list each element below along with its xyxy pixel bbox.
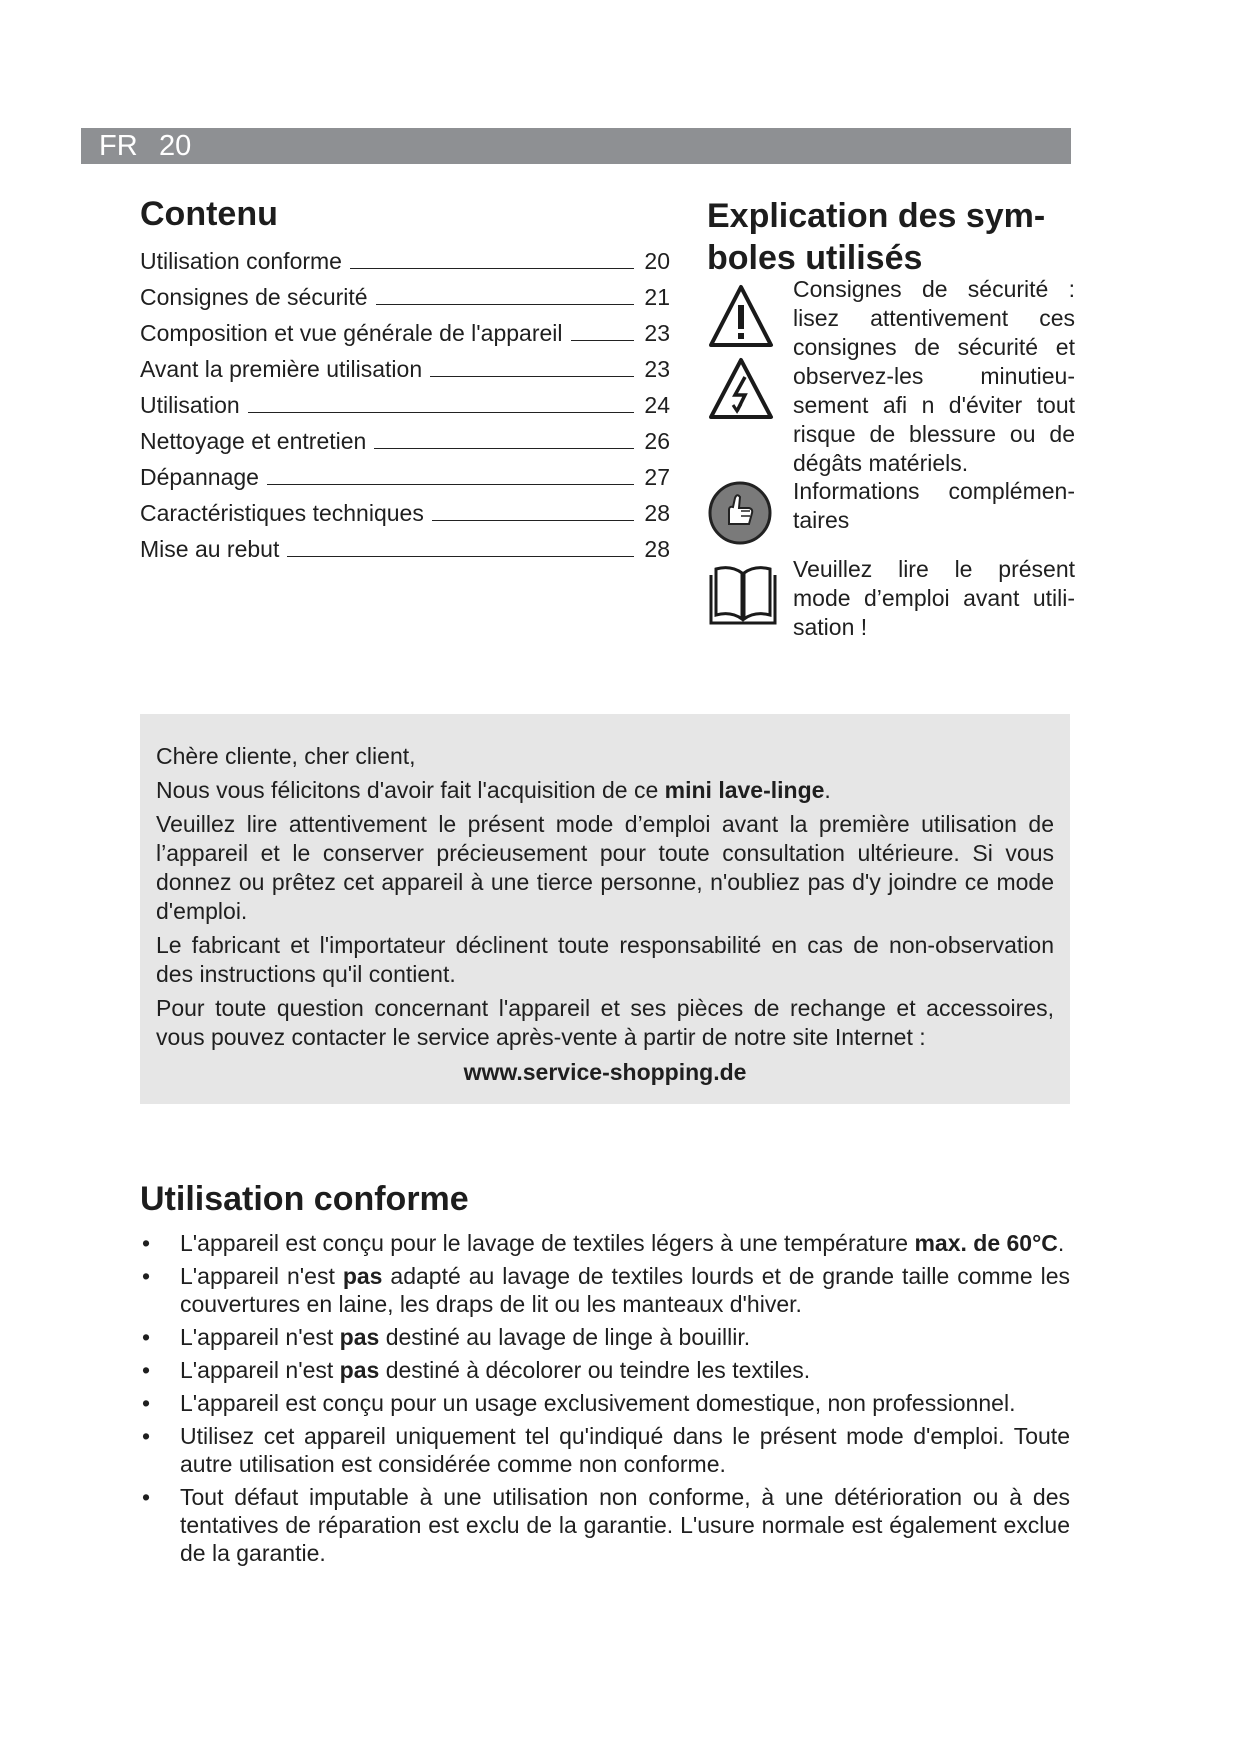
toc-page: 20 xyxy=(644,248,670,274)
toc-leader xyxy=(430,356,634,377)
intended-use-section xyxy=(140,1180,1070,1572)
toc-label: Caractéristiques techniques xyxy=(140,500,424,526)
electrical-hazard-icon xyxy=(707,357,775,421)
toc-leader xyxy=(248,392,634,413)
toc-page: 24 xyxy=(644,392,670,418)
warning-triangle-icon xyxy=(707,283,775,351)
toc-leader xyxy=(432,500,634,521)
read-manual-paragraph: Veuillez lire attentivement le présent mode d’emploi avant la première utilisation de l’appareil et le conserver précieusement pour toute consultation ultérieure. Si vous donnez ou prêtez cet appareil à une tierce personne, n'oubliez pas d'y joindre ce mode d'emploi. xyxy=(156,811,1054,924)
contents-list xyxy=(140,248,670,572)
symbols-title-line-1: Explication des sym- xyxy=(707,197,1046,235)
read-manual-symbol-text: Veuillez lire le présent mode d’emploi avant utili-sation ! xyxy=(793,556,1075,640)
toc-label: Utilisation conforme xyxy=(140,248,342,274)
toc-leader xyxy=(571,320,635,341)
toc-page: 27 xyxy=(644,464,670,490)
info-symbol-text: Informations complémen-taires xyxy=(793,478,1075,533)
list-item: • L'appareil n'est pas destiné à décolorer ou teindre les textiles. xyxy=(140,1356,1070,1384)
safety-symbol-text: Consignes de sécurité : lisez attentivement ces consignes de sécurité et observez-les minutieu-sement afi n d'éviter tout risque de blessure ou de dégâts matériels. xyxy=(793,276,1075,476)
service-paragraph: Pour toute question concernant l'appareil et ses pièces de rechange et accessoires, vous pouvez contacter le service après-vente à partir de notre site Internet : xyxy=(156,995,1054,1050)
toc-entry[interactable] xyxy=(140,428,670,464)
toc-entry[interactable] xyxy=(140,356,670,392)
toc-page: 28 xyxy=(644,536,670,562)
toc-label: Mise au rebut xyxy=(140,536,280,562)
product-name: mini lave-linge xyxy=(664,777,825,803)
page-header xyxy=(81,128,1071,164)
toc-leader xyxy=(287,536,634,557)
toc-entry[interactable] xyxy=(140,392,670,428)
toc-page: 28 xyxy=(644,500,670,526)
language-code: FR xyxy=(99,130,138,162)
list-item: • L'appareil est conçu pour un usage exclusivement domestique, non professionnel. xyxy=(140,1389,1070,1417)
toc-label: Utilisation xyxy=(140,392,240,418)
open-book-icon xyxy=(707,563,779,629)
symbols-section xyxy=(707,195,1087,640)
page-number: 20 xyxy=(159,130,192,162)
intended-use-title: Utilisation conforme xyxy=(140,1180,469,1218)
toc-leader xyxy=(350,248,634,269)
intended-use-list xyxy=(140,1229,1070,1567)
toc-label: Consignes de sécurité xyxy=(140,284,368,310)
toc-page: 23 xyxy=(644,320,670,346)
symbols-title xyxy=(707,195,1072,279)
toc-page: 23 xyxy=(644,356,670,382)
toc-entry[interactable] xyxy=(140,284,670,320)
toc-page: 21 xyxy=(644,284,670,310)
toc-entry[interactable] xyxy=(140,320,670,356)
liability-paragraph: Le fabricant et l'importateur déclinent toute responsabilité en cas de non-observation des instructions qu'il contient. xyxy=(156,932,1054,987)
list-item: • L'appareil n'est pas adapté au lavage de textiles lourds et de grande taille comme les couvertures en laine, les draps de lit ou les manteaux d'hiver. xyxy=(140,1262,1070,1318)
toc-leader xyxy=(376,284,634,305)
symbols-title-line-2: boles utilisés xyxy=(707,239,923,277)
toc-entry[interactable] xyxy=(140,464,670,500)
toc-leader xyxy=(267,464,634,485)
toc-label: Composition et vue générale de l'appareil xyxy=(140,320,563,346)
toc-leader xyxy=(374,428,634,449)
toc-label: Nettoyage et entretien xyxy=(140,428,367,454)
service-website-link[interactable]: www.service-shopping.de xyxy=(463,1059,747,1085)
toc-label: Dépannage xyxy=(140,464,259,490)
toc-page: 26 xyxy=(644,428,670,454)
toc-entry[interactable] xyxy=(140,248,670,284)
list-item: • L'appareil est conçu pour le lavage de textiles légers à une température max. de 60°C. xyxy=(140,1229,1070,1257)
list-item: • Tout défaut imputable à une utilisation non conforme, à une détérioration ou à des tentatives de réparation est exclu de la garantie. L'usure normale est également exclue de la garantie. xyxy=(140,1483,1070,1567)
customer-notice-box xyxy=(140,714,1070,1104)
congratulations: Nous vous félicitons d'avoir fait l'acquisition de ce mini lave-linge. xyxy=(156,777,831,803)
toc-entry[interactable] xyxy=(140,500,670,536)
toc-label: Avant la première utilisation xyxy=(140,356,423,382)
contents-title: Contenu xyxy=(140,195,278,233)
toc-entry[interactable] xyxy=(140,536,670,572)
list-item: • L'appareil n'est pas destiné au lavage de linge à bouillir. xyxy=(140,1323,1070,1351)
list-item: • Utilisez cet appareil uniquement tel qu'indiqué dans le présent mode d'emploi. Toute autre utilisation est considérée comme non conforme. xyxy=(140,1422,1070,1478)
table-of-contents xyxy=(140,195,670,572)
hand-pointing-icon xyxy=(707,480,773,546)
greeting: Chère cliente, cher client, xyxy=(156,743,416,769)
